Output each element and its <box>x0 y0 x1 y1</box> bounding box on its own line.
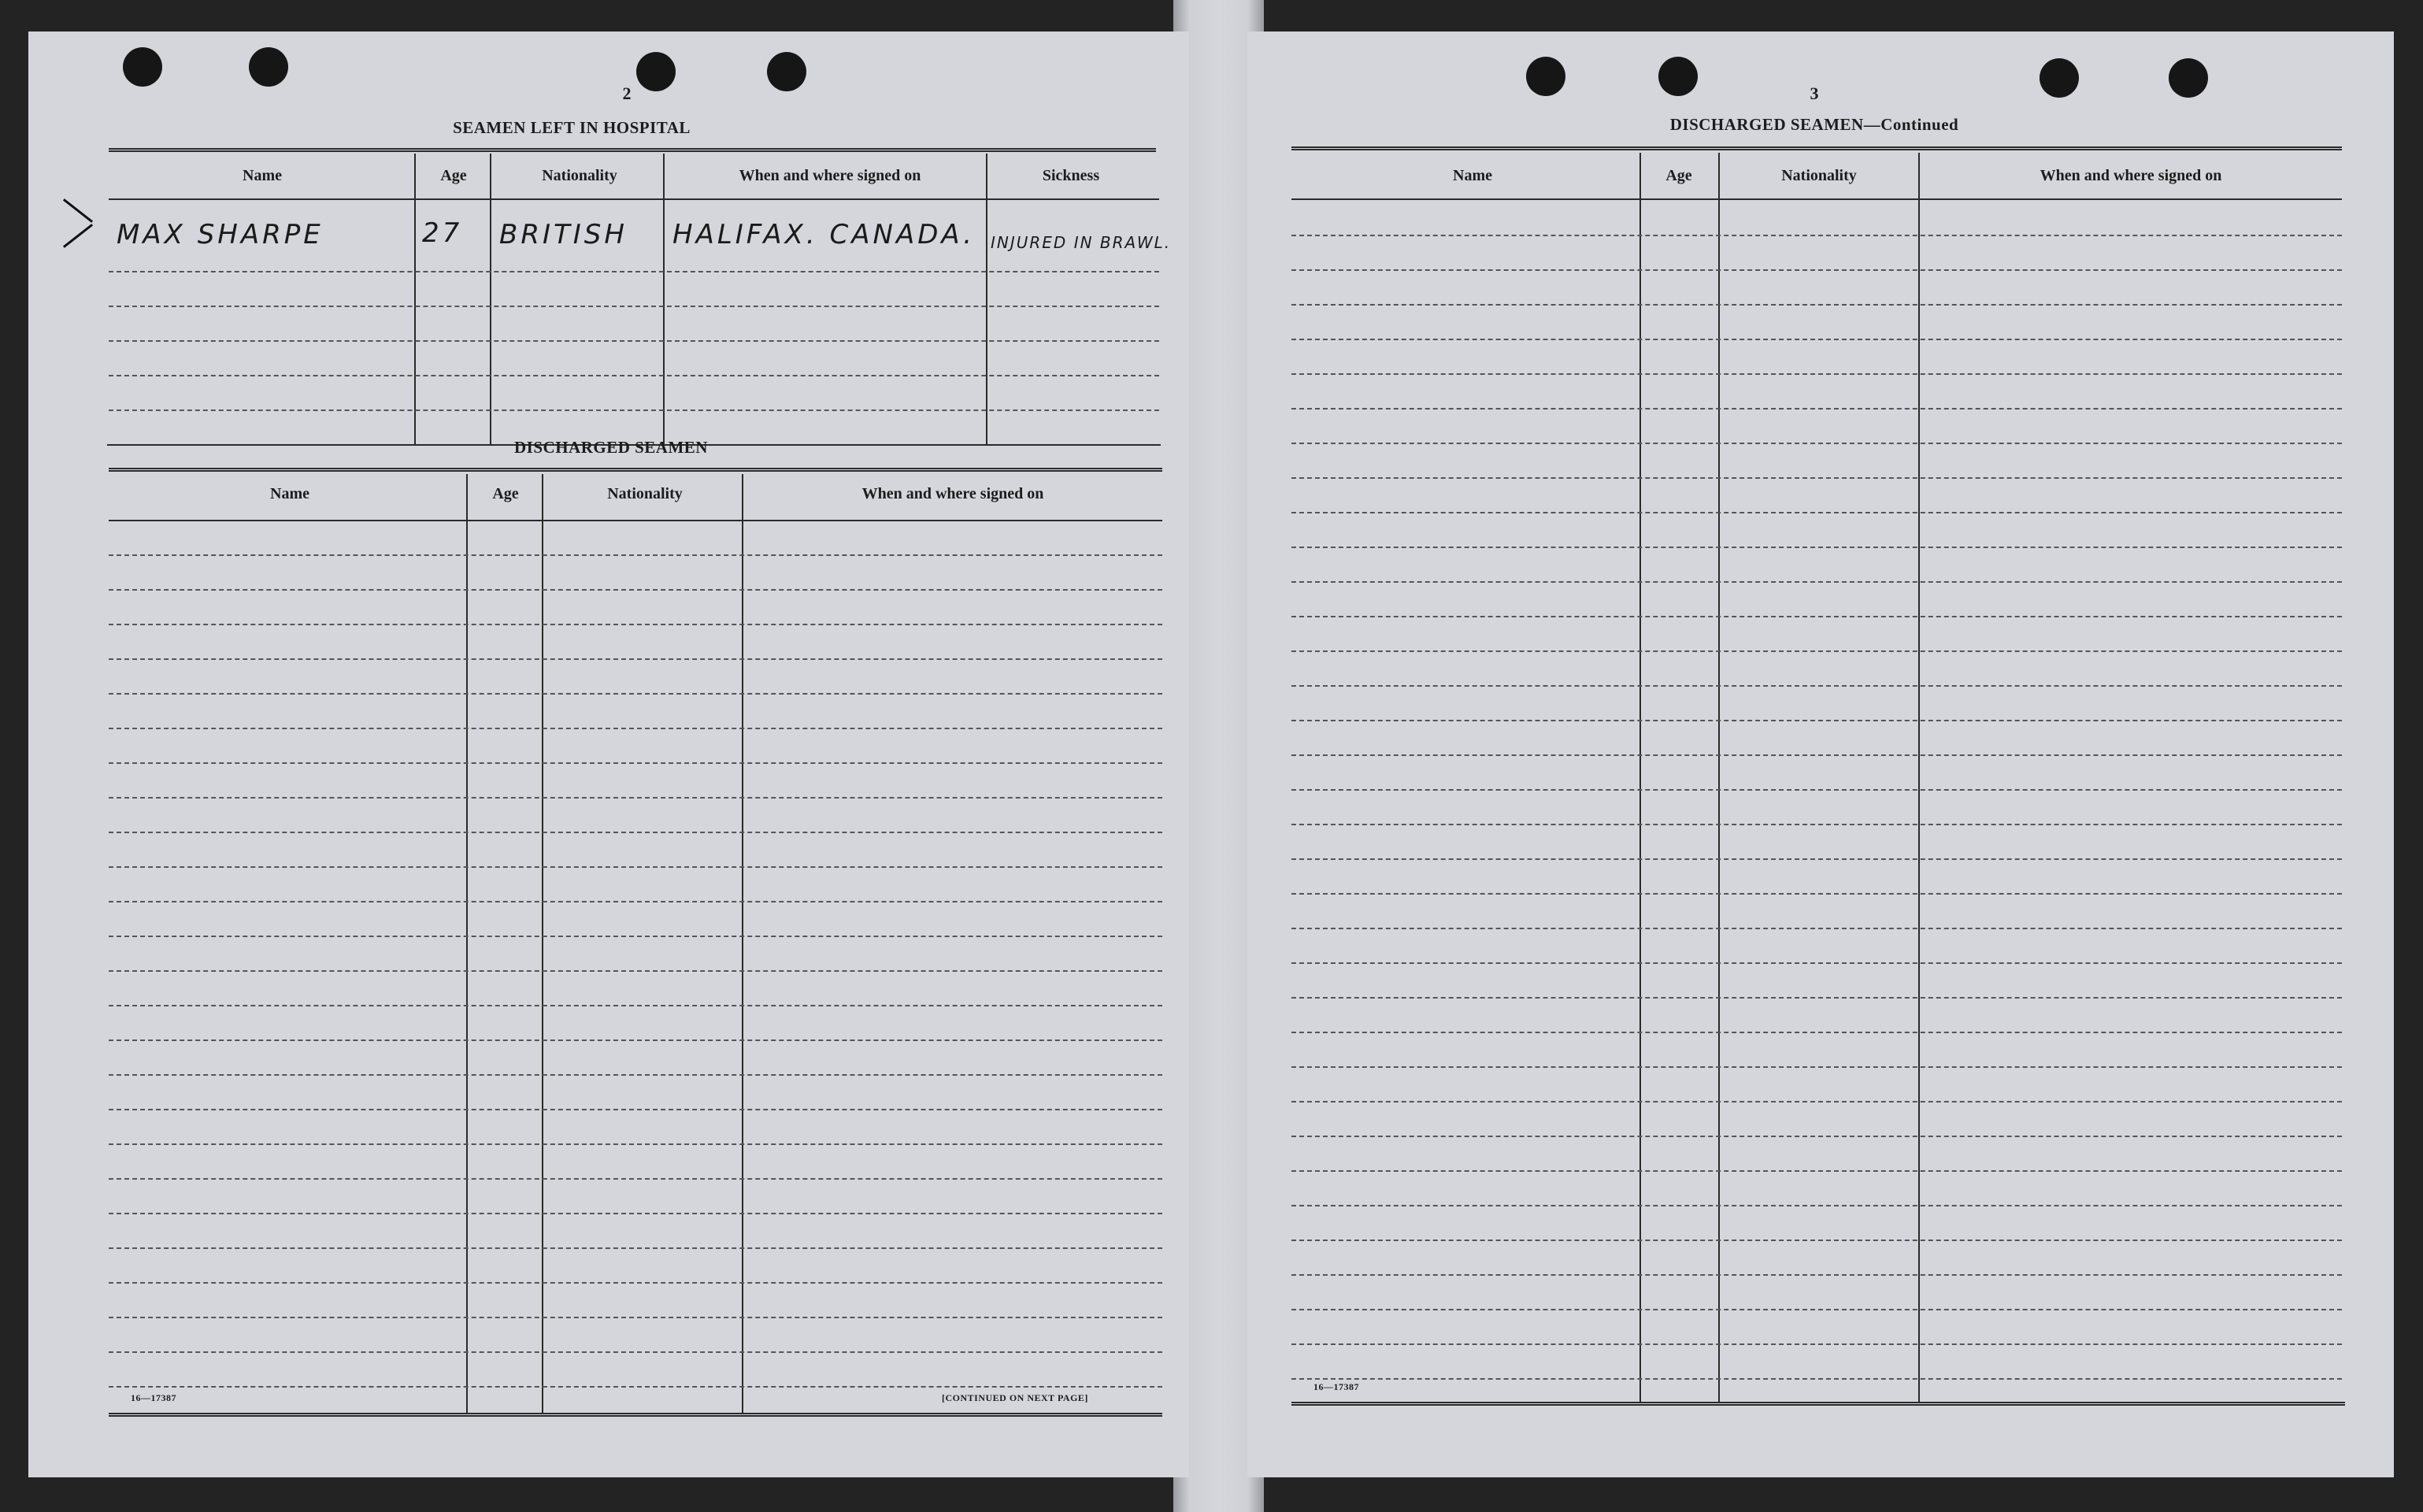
blank-row-rule <box>1291 547 2342 548</box>
blank-row-rule <box>1291 1274 2342 1276</box>
blank-row-rule <box>1291 1240 2342 1241</box>
blank-row-rule <box>1291 1205 2342 1206</box>
col-header-name: Name <box>1453 167 1492 184</box>
blank-row-rule <box>1291 339 2342 340</box>
blank-row-rule <box>109 832 1162 833</box>
punch-hole <box>2169 58 2208 98</box>
col-header-age: Age <box>1665 167 1692 184</box>
blank-row-rule <box>1291 1170 2342 1172</box>
blank-row-rule <box>109 1317 1162 1318</box>
blank-row-rule <box>1291 616 2342 617</box>
blank-row-rule <box>1291 1066 2342 1068</box>
hospital-row-age: 27 <box>422 217 463 249</box>
blank-row-rule <box>109 1109 1162 1110</box>
blank-row-rule <box>1291 235 2342 236</box>
blank-row-rule <box>109 589 1162 591</box>
blank-row-rule <box>109 1143 1162 1145</box>
blank-row-rule <box>1291 1309 2342 1310</box>
blank-row-rule <box>1291 789 2342 791</box>
blank-row-rule <box>1291 650 2342 652</box>
punch-hole <box>249 47 288 87</box>
blank-row-rule <box>1291 720 2342 721</box>
right-page <box>1247 32 2394 1477</box>
blank-row-rule <box>109 728 1162 729</box>
col-header-signed-on: When and where signed on <box>739 167 921 184</box>
blank-row-rule <box>1291 685 2342 687</box>
blank-row-rule <box>1291 1136 2342 1137</box>
blank-row-rule <box>109 624 1162 625</box>
blank-row-rule <box>1291 1032 2342 1033</box>
blank-row-rule <box>1291 824 2342 825</box>
discharged-section-title: DISCHARGED SEAMEN <box>514 438 708 457</box>
blank-row-rule <box>1291 1101 2342 1102</box>
blank-row-rule <box>1291 1378 2342 1380</box>
blank-row-rule <box>109 901 1162 902</box>
hospital-row-name: MAX SHARPE <box>117 219 324 250</box>
col-header-sickness: Sickness <box>1042 167 1100 184</box>
col-header-nationality: Nationality <box>607 485 683 502</box>
col-header-name: Name <box>243 167 282 184</box>
hospital-row-nationality: BRITISH <box>499 219 628 250</box>
blank-row-rule <box>109 1282 1162 1284</box>
punch-hole <box>1658 57 1698 96</box>
col-header-age: Age <box>492 485 519 502</box>
punch-hole <box>1526 57 1565 96</box>
blank-row-rule <box>109 866 1162 868</box>
blank-row-rule <box>109 797 1162 799</box>
blank-row-rule <box>1291 373 2342 375</box>
hospital-row-signed-on: HALIFAX. CANADA. <box>672 219 976 250</box>
blank-row-rule <box>109 1247 1162 1249</box>
page-number: 3 <box>1810 83 1819 103</box>
punch-hole <box>2040 58 2079 98</box>
blank-row-rule <box>1291 443 2342 444</box>
blank-row-rule <box>109 970 1162 972</box>
blank-row-rule <box>1291 858 2342 860</box>
col-header-signed-on: When and where signed on <box>861 485 1044 502</box>
blank-row-rule <box>1291 581 2342 583</box>
blank-row-rule <box>1291 928 2342 929</box>
hospital-row-sickness: INJURED IN BRAWL. <box>991 233 1172 252</box>
blank-row-rule <box>1291 269 2342 271</box>
blank-row-rule <box>109 1386 1162 1388</box>
blank-row-rule <box>1291 754 2342 756</box>
blank-row-rule <box>109 1213 1162 1214</box>
page-number: 2 <box>622 83 632 103</box>
form-code: 16—17387 <box>131 1392 176 1403</box>
blank-row-rule <box>1291 512 2342 513</box>
blank-row-rule <box>1291 893 2342 895</box>
punch-hole <box>123 47 162 87</box>
continued-note: [CONTINUED ON NEXT PAGE] <box>942 1392 1088 1403</box>
blank-row-rule <box>109 936 1162 937</box>
blank-row-rule <box>1291 1343 2342 1345</box>
blank-row-rule <box>109 1074 1162 1076</box>
blank-row-rule <box>109 1005 1162 1006</box>
blank-row-rule <box>109 762 1162 764</box>
blank-row-rule <box>1291 997 2342 999</box>
col-header-age: Age <box>440 167 467 184</box>
col-header-name: Name <box>270 485 309 502</box>
hospital-section-title: SEAMEN LEFT IN HOSPITAL <box>453 118 691 137</box>
col-header-nationality: Nationality <box>1781 167 1857 184</box>
blank-row-rule <box>1291 962 2342 964</box>
blank-row-rule <box>1291 408 2342 410</box>
blank-row-rule <box>109 1351 1162 1353</box>
left-page <box>28 32 1189 1477</box>
blank-row-rule <box>109 693 1162 695</box>
col-header-nationality: Nationality <box>542 167 617 184</box>
punch-hole <box>767 52 806 91</box>
blank-row-rule <box>1291 304 2342 306</box>
blank-row-rule <box>109 1178 1162 1180</box>
blank-row-rule <box>109 554 1162 556</box>
blank-row-rule <box>109 1040 1162 1041</box>
form-code: 16—17387 <box>1313 1381 1359 1392</box>
discharged-continued-title: DISCHARGED SEAMEN—Continued <box>1669 115 1959 134</box>
col-header-signed-on: When and where signed on <box>2040 167 2222 184</box>
blank-row-rule <box>109 658 1162 660</box>
blank-row-rule <box>1291 477 2342 479</box>
